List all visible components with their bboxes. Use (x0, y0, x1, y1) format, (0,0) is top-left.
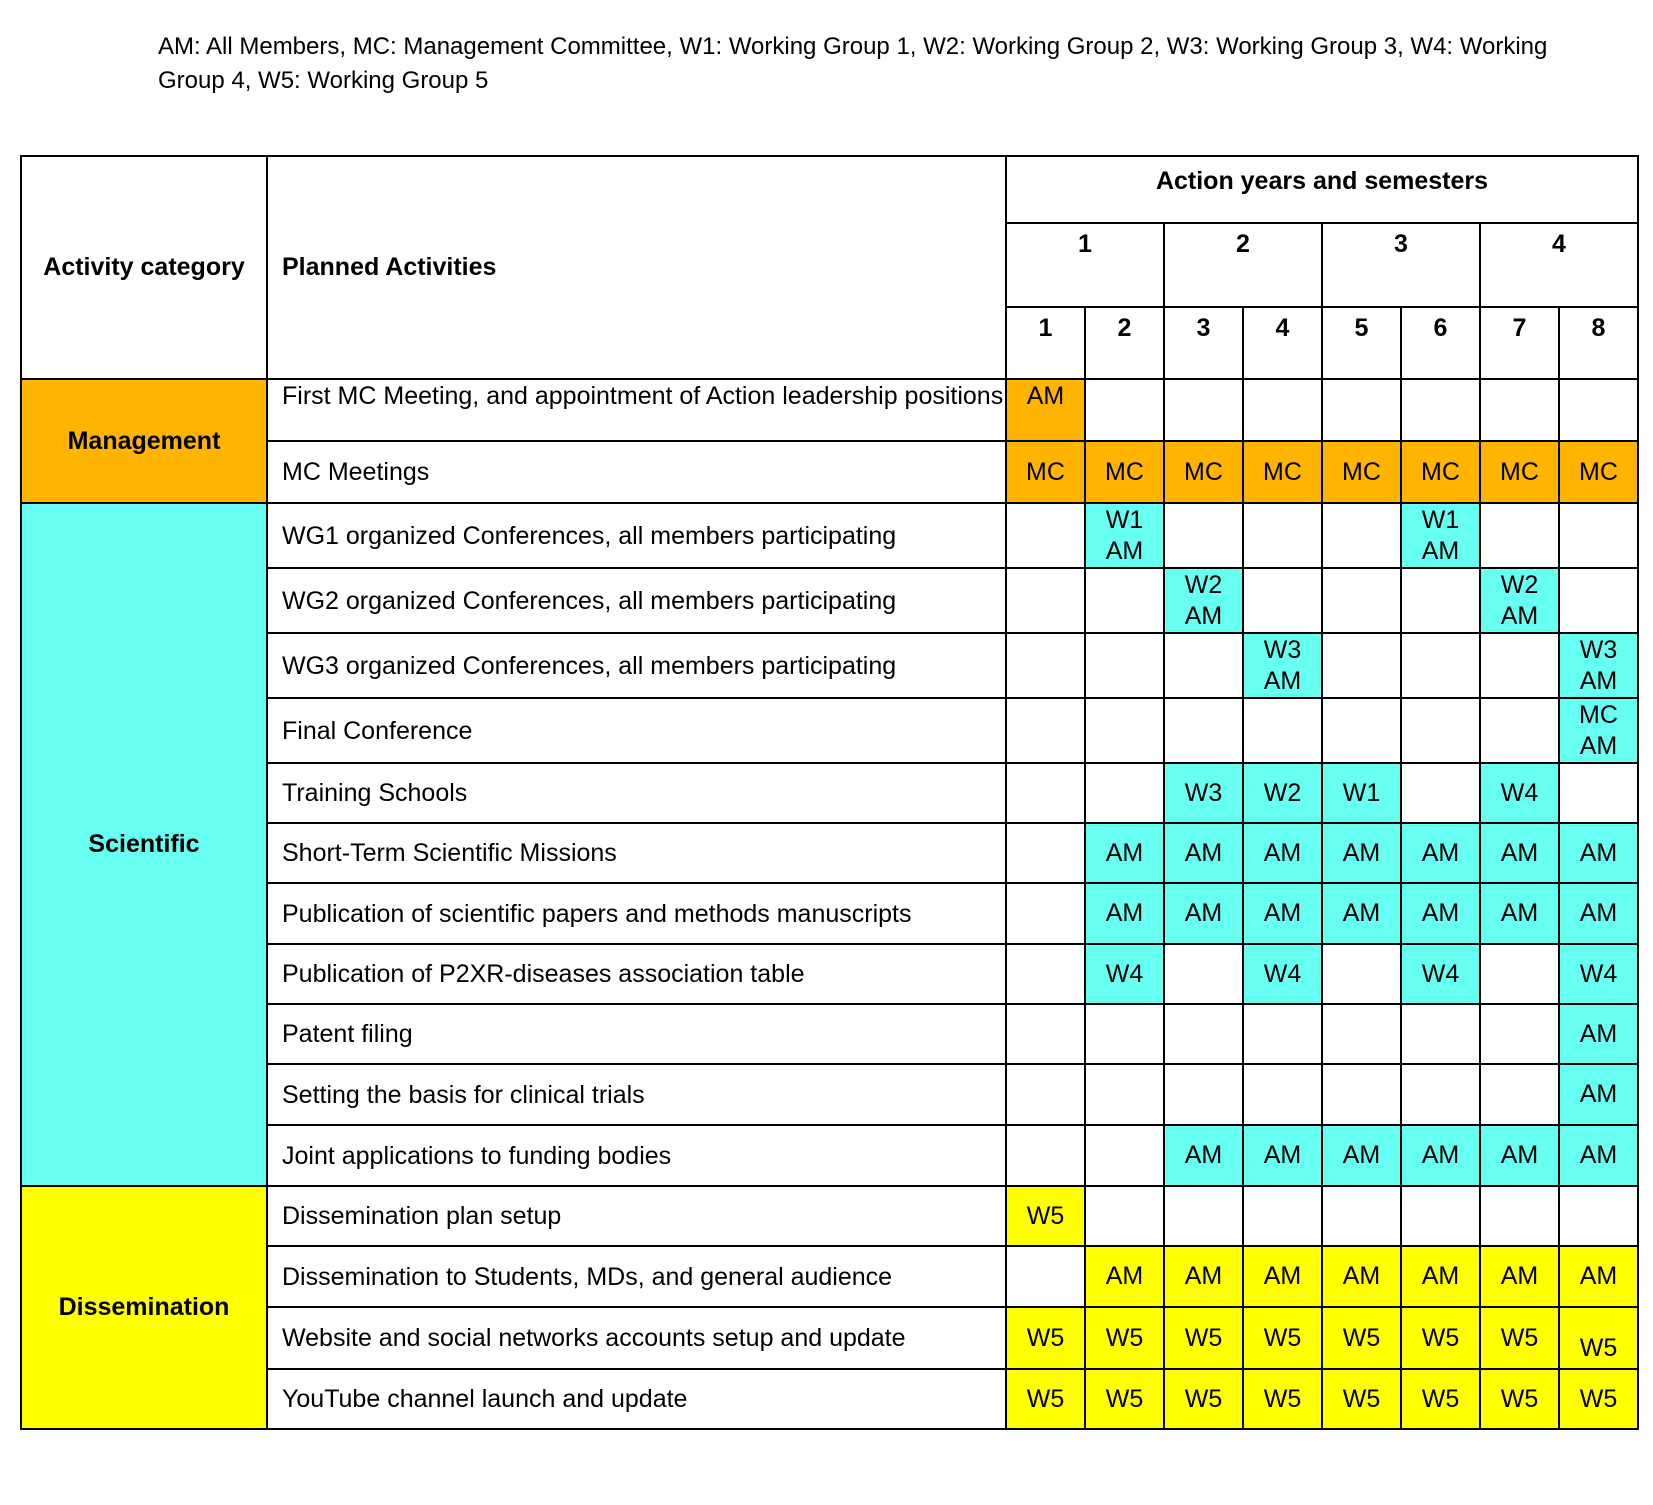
schedule-cell (1322, 1369, 1401, 1429)
cell-code: AM (1579, 838, 1618, 867)
schedule-cell (1085, 1369, 1164, 1429)
cell-code: AM (1342, 838, 1381, 867)
cell-code: AM (1500, 1141, 1539, 1169)
schedule-cell (1164, 441, 1243, 503)
cell-code: MC (1421, 457, 1460, 486)
cell-code: W5 (1026, 1384, 1065, 1413)
schedule-cell (1401, 379, 1480, 441)
cell-code: W5 (1421, 1323, 1460, 1352)
schedule-cell (1243, 633, 1322, 698)
semester-header: 2 (1085, 307, 1164, 379)
schedule-cell (1164, 503, 1243, 568)
schedule-cell (1164, 633, 1243, 698)
cell-code: MC (1026, 457, 1065, 486)
schedule-cell (1085, 823, 1164, 883)
schedule-cell (1559, 883, 1638, 944)
cell-code: AM (1500, 1262, 1539, 1290)
schedule-cell (1559, 1125, 1638, 1186)
cell-code: W5 (1579, 1384, 1618, 1413)
cell-code: W1 AM (1421, 506, 1460, 565)
schedule-cell (1164, 823, 1243, 883)
schedule-cell (1401, 1186, 1480, 1246)
schedule-cell (1243, 944, 1322, 1004)
schedule-cell (1006, 944, 1085, 1004)
activity-cell: YouTube channel launch and update (267, 1369, 1006, 1429)
cell-code: W2 AM (1500, 571, 1539, 630)
schedule-cell (1243, 1186, 1322, 1246)
schedule-cell (1480, 763, 1559, 823)
cell-code: AM (1579, 1080, 1618, 1108)
year-header: 4 (1480, 223, 1638, 307)
schedule-cell (1559, 1064, 1638, 1125)
schedule-cell (1480, 503, 1559, 568)
schedule-cell (1085, 1307, 1164, 1369)
schedule-cell (1401, 823, 1480, 883)
activity-cell: Patent filing (267, 1004, 1006, 1064)
schedule-cell (1006, 1125, 1085, 1186)
schedule-cell (1164, 1246, 1243, 1307)
schedule-cell (1559, 568, 1638, 633)
schedule-cell (1559, 1307, 1638, 1369)
schedule-cell (1401, 1246, 1480, 1307)
schedule-cell (1480, 1064, 1559, 1125)
cell-code: W5 (1105, 1323, 1144, 1352)
schedule-cell (1559, 379, 1638, 441)
activity-cell: WG1 organized Conferences, all members participating (267, 503, 1006, 568)
schedule-cell (1243, 763, 1322, 823)
cell-code: W5 (1579, 1334, 1618, 1362)
schedule-cell (1480, 1125, 1559, 1186)
schedule-cell (1164, 1004, 1243, 1064)
schedule-cell (1006, 503, 1085, 568)
schedule-cell (1164, 1064, 1243, 1125)
schedule-cell (1401, 698, 1480, 763)
cell-code: W5 (1026, 1201, 1065, 1230)
cell-code: W2 AM (1184, 571, 1223, 630)
schedule-cell (1322, 1064, 1401, 1125)
category-cell: Scientific (21, 503, 267, 1186)
cell-code: MC (1184, 457, 1223, 486)
schedule-cell (1243, 568, 1322, 633)
schedule-cell (1559, 944, 1638, 1004)
cell-code: W4 (1579, 959, 1618, 988)
year-header: 3 (1322, 223, 1480, 307)
schedule-cell (1322, 1246, 1401, 1307)
cell-code: AM (1421, 1262, 1460, 1290)
schedule-cell (1401, 1369, 1480, 1429)
cell-code: W1 (1342, 778, 1381, 807)
schedule-cell (1006, 1004, 1085, 1064)
schedule-cell (1322, 944, 1401, 1004)
activity-cell: Final Conference (267, 698, 1006, 763)
schedule-cell (1322, 883, 1401, 944)
schedule-cell (1480, 633, 1559, 698)
cell-code: W5 (1184, 1323, 1223, 1352)
cell-code: W5 (1500, 1384, 1539, 1413)
schedule-cell (1401, 503, 1480, 568)
schedule-cell (1085, 698, 1164, 763)
schedule-cell (1243, 1125, 1322, 1186)
cell-code: W5 (1105, 1384, 1144, 1413)
schedule-cell (1006, 379, 1085, 441)
cell-code: AM (1263, 1262, 1302, 1290)
schedule-cell (1559, 633, 1638, 698)
year-header: 2 (1164, 223, 1322, 307)
cell-code: W3 AM (1579, 636, 1618, 695)
schedule-cell (1322, 633, 1401, 698)
header-timeline: Action years and semesters (1006, 156, 1638, 223)
schedule-cell (1559, 441, 1638, 503)
activity-cell: Dissemination to Students, MDs, and general audience (267, 1246, 1006, 1307)
cell-code: AM (1579, 899, 1618, 927)
schedule-cell (1559, 1186, 1638, 1246)
schedule-cell (1164, 1186, 1243, 1246)
schedule-cell (1006, 1064, 1085, 1125)
schedule-cell (1559, 503, 1638, 568)
cell-code: W3 AM (1263, 636, 1302, 695)
table-row (21, 379, 1638, 441)
schedule-cell (1559, 698, 1638, 763)
activity-schedule-table (20, 155, 1639, 1430)
schedule-cell (1401, 1064, 1480, 1125)
schedule-cell (1164, 883, 1243, 944)
schedule-cell (1243, 441, 1322, 503)
cell-code: W5 (1184, 1384, 1223, 1413)
legend-text: AM: All Members, MC: Management Committee, W1: Working Group 1, W2: Working Group 2, W3: Working Group 3, W4: Working Group 4, W5: Working Group 5 (158, 33, 1548, 94)
cell-code: AM (1500, 838, 1539, 867)
cell-code: W5 (1342, 1384, 1381, 1413)
semester-header: 1 (1006, 307, 1085, 379)
year-header: 1 (1006, 223, 1164, 307)
schedule-cell (1243, 1004, 1322, 1064)
schedule-cell (1322, 1186, 1401, 1246)
schedule-cell (1085, 568, 1164, 633)
schedule-cell (1480, 1369, 1559, 1429)
cell-code: AM (1342, 1141, 1381, 1169)
cell-code: W5 (1500, 1323, 1539, 1352)
schedule-cell (1401, 883, 1480, 944)
schedule-cell (1164, 1369, 1243, 1429)
cell-code: W2 (1263, 778, 1302, 807)
activity-cell: WG2 organized Conferences, all members participating (267, 568, 1006, 633)
schedule-cell (1243, 379, 1322, 441)
schedule-cell (1559, 823, 1638, 883)
header-category: Activity category (21, 156, 267, 379)
activity-cell: Website and social networks accounts setup and update (267, 1307, 1006, 1369)
schedule-cell (1085, 503, 1164, 568)
activity-rows (21, 379, 1638, 1429)
cell-code: AM (1579, 1262, 1618, 1290)
cell-code: AM (1421, 1141, 1460, 1169)
cell-code: AM (1263, 899, 1302, 927)
semester-header: 3 (1164, 307, 1243, 379)
schedule-cell (1401, 1307, 1480, 1369)
table-row (21, 1186, 1638, 1246)
cell-code: AM (1184, 1262, 1223, 1290)
semester-header: 4 (1243, 307, 1322, 379)
schedule-cell (1243, 1246, 1322, 1307)
cell-code: MC AM (1579, 701, 1618, 760)
schedule-cell (1480, 379, 1559, 441)
cell-code: AM (1342, 1262, 1381, 1290)
schedule-cell (1559, 763, 1638, 823)
schedule-cell (1480, 944, 1559, 1004)
cell-code: AM (1579, 1141, 1618, 1169)
cell-code: AM (1421, 899, 1460, 927)
schedule-cell (1006, 1307, 1085, 1369)
cell-code: MC (1263, 457, 1302, 486)
schedule-cell (1164, 1307, 1243, 1369)
schedule-cell (1480, 1004, 1559, 1064)
cell-code: AM (1342, 899, 1381, 927)
schedule-cell (1085, 883, 1164, 944)
cell-code: MC (1105, 457, 1144, 486)
schedule-cell (1243, 1064, 1322, 1125)
semester-header: 7 (1480, 307, 1559, 379)
schedule-cell (1480, 441, 1559, 503)
schedule-cell (1480, 1246, 1559, 1307)
schedule-cell (1085, 379, 1164, 441)
schedule-cell (1006, 568, 1085, 633)
cell-code: AM (1263, 1141, 1302, 1169)
schedule-cell (1322, 379, 1401, 441)
cell-code: W1 AM (1105, 506, 1144, 565)
cell-code: AM (1579, 1019, 1618, 1048)
semester-header: 5 (1322, 307, 1401, 379)
cell-code: AM (1263, 838, 1302, 867)
schedule-cell (1480, 823, 1559, 883)
cell-code: W5 (1026, 1323, 1065, 1352)
schedule-cell (1006, 1186, 1085, 1246)
schedule-cell (1322, 503, 1401, 568)
schedule-cell (1401, 944, 1480, 1004)
table-row (21, 503, 1638, 568)
activity-cell: Publication of P2XR-diseases association table (267, 944, 1006, 1004)
schedule-cell (1322, 1125, 1401, 1186)
schedule-cell (1243, 1307, 1322, 1369)
cell-code: MC (1500, 457, 1539, 486)
schedule-cell (1085, 763, 1164, 823)
cell-code: AM (1421, 838, 1460, 867)
activity-cell: Publication of scientific papers and methods manuscripts (267, 883, 1006, 944)
category-cell: Management (21, 379, 267, 503)
cell-code: MC (1579, 457, 1618, 486)
cell-code: W5 (1263, 1384, 1302, 1413)
category-cell: Dissemination (21, 1186, 267, 1429)
activity-cell: Joint applications to funding bodies (267, 1125, 1006, 1186)
schedule-cell (1480, 883, 1559, 944)
schedule-cell (1164, 379, 1243, 441)
cell-code: W5 (1421, 1384, 1460, 1413)
semester-header: 6 (1401, 307, 1480, 379)
schedule-cell (1085, 1246, 1164, 1307)
schedule-cell (1243, 823, 1322, 883)
schedule-cell (1006, 1246, 1085, 1307)
cell-code: AM (1026, 382, 1065, 410)
cell-code: W4 (1263, 959, 1302, 988)
activity-cell: Training Schools (267, 763, 1006, 823)
activity-cell: First MC Meeting, and appointment of Action leadership positions (267, 379, 1006, 441)
schedule-cell (1006, 823, 1085, 883)
schedule-cell (1401, 1004, 1480, 1064)
schedule-cell (1559, 1246, 1638, 1307)
semester-header: 8 (1559, 307, 1638, 379)
cell-code: AM (1105, 899, 1144, 927)
schedule-cell (1164, 568, 1243, 633)
schedule-cell (1322, 1004, 1401, 1064)
schedule-cell (1085, 441, 1164, 503)
cell-code: W5 (1263, 1323, 1302, 1352)
schedule-cell (1243, 698, 1322, 763)
schedule-cell (1322, 1307, 1401, 1369)
schedule-cell (1085, 1186, 1164, 1246)
schedule-cell (1006, 633, 1085, 698)
schedule-cell (1085, 1004, 1164, 1064)
cell-code: W5 (1342, 1323, 1381, 1352)
schedule-cell (1164, 1125, 1243, 1186)
schedule-cell (1006, 441, 1085, 503)
schedule-cell (1322, 441, 1401, 503)
schedule-cell (1006, 1369, 1085, 1429)
schedule-cell (1085, 633, 1164, 698)
schedule-cell (1401, 441, 1480, 503)
cell-code: AM (1184, 838, 1223, 867)
schedule-cell (1164, 944, 1243, 1004)
schedule-cell (1480, 568, 1559, 633)
schedule-cell (1006, 763, 1085, 823)
schedule-cell (1401, 568, 1480, 633)
schedule-cell (1322, 568, 1401, 633)
activity-cell: MC Meetings (267, 441, 1006, 503)
schedule-cell (1480, 1307, 1559, 1369)
schedule-cell (1243, 503, 1322, 568)
cell-code: W4 (1105, 959, 1144, 988)
cell-code: AM (1184, 1141, 1223, 1169)
schedule-cell (1006, 883, 1085, 944)
schedule-cell (1322, 763, 1401, 823)
schedule-cell (1480, 1186, 1559, 1246)
cell-code: MC (1342, 457, 1381, 486)
schedule-cell (1164, 698, 1243, 763)
schedule-cell (1401, 1125, 1480, 1186)
schedule-cell (1559, 1004, 1638, 1064)
cell-code: AM (1184, 899, 1223, 927)
schedule-cell (1243, 883, 1322, 944)
activity-cell: WG3 organized Conferences, all members participating (267, 633, 1006, 698)
header-activities: Planned Activities (267, 156, 1006, 379)
activity-cell: Short-Term Scientific Missions (267, 823, 1006, 883)
schedule-cell (1006, 698, 1085, 763)
schedule-cell (1480, 698, 1559, 763)
schedule-cell (1322, 823, 1401, 883)
activity-cell: Setting the basis for clinical trials (267, 1064, 1006, 1125)
cell-code: AM (1500, 899, 1539, 927)
schedule-cell (1559, 1369, 1638, 1429)
cell-code: W4 (1500, 778, 1539, 807)
schedule-cell (1085, 944, 1164, 1004)
activity-cell: Dissemination plan setup (267, 1186, 1006, 1246)
cell-code: W3 (1184, 778, 1223, 807)
schedule-cell (1243, 1369, 1322, 1429)
schedule-cell (1085, 1064, 1164, 1125)
schedule-cell (1401, 633, 1480, 698)
schedule-cell (1401, 763, 1480, 823)
schedule-cell (1322, 698, 1401, 763)
schedule-cell (1085, 1125, 1164, 1186)
schedule-cell (1164, 763, 1243, 823)
cell-code: AM (1105, 1262, 1144, 1290)
cell-code: AM (1105, 838, 1144, 867)
cell-code: W4 (1421, 959, 1460, 988)
